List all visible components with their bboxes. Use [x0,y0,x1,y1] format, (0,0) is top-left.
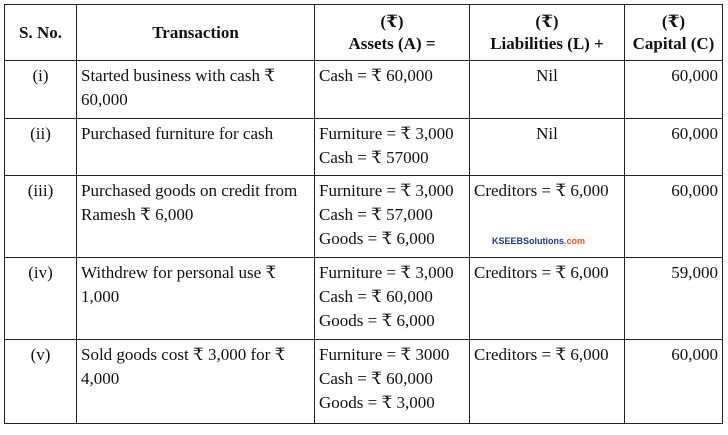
header-transaction: Transaction [77,5,315,61]
cell-capital: 60,000 [625,176,723,258]
cell-liabilities: Nil [470,61,625,119]
cell-capital: 59,000 [625,258,723,340]
table-body [5,61,723,424]
cell-transaction: Purchased goods on credit from Ramesh ₹ 6,000 [77,176,315,258]
watermark: KSEEBSolutions.com [492,236,586,246]
cell-sno: (v) [5,340,77,424]
header-liabilities: (₹) Liabilities (L) + [470,5,625,61]
cell-assets: Furniture = ₹ 3,000 Cash = ₹ 57,000 Goods = ₹ 6,000 [315,176,470,258]
header-assets: (₹) Assets (A) = [315,5,470,61]
cell-sno: (i) [5,61,77,119]
cell-transaction: Started business with cash ₹ 60,000 [77,61,315,119]
cell-capital: 60,000 [625,340,723,424]
cell-transaction: Withdrew for personal use ₹ 1,000 [77,258,315,340]
cell-transaction: Purchased furniture for cash [77,119,315,176]
cell-assets: Cash = ₹ 60,000 [315,61,470,119]
cell-liabilities: Creditors = ₹ 6,000 [470,258,625,340]
header-row [5,5,723,61]
cell-transaction: Sold goods cost ₹ 3,000 for ₹ 4,000 [77,340,315,424]
cell-assets: Furniture = ₹ 3,000 Cash = ₹ 57000 [315,119,470,176]
table-row [5,119,723,176]
header-capital: (₹) Capital (C) [625,5,723,61]
cell-sno: (iii) [5,176,77,258]
table-row [5,61,723,119]
cell-sno: (ii) [5,119,77,176]
header-sno: S. No. [5,5,77,61]
cell-liabilities: Nil [470,119,625,176]
accounting-equation-table [4,4,723,424]
table-row [5,176,723,258]
cell-capital: 60,000 [625,119,723,176]
cell-assets: Furniture = ₹ 3,000 Cash = ₹ 60,000 Goods = ₹ 6,000 [315,258,470,340]
cell-liabilities: Creditors = ₹ 6,000 [470,340,625,424]
table-row [5,340,723,424]
cell-sno: (iv) [5,258,77,340]
cell-liabilities: Creditors = ₹ 6,000 [470,176,625,258]
cell-assets: Furniture = ₹ 3000 Cash = ₹ 60,000 Goods = ₹ 3,000 [315,340,470,424]
table-row [5,258,723,340]
cell-capital: 60,000 [625,61,723,119]
